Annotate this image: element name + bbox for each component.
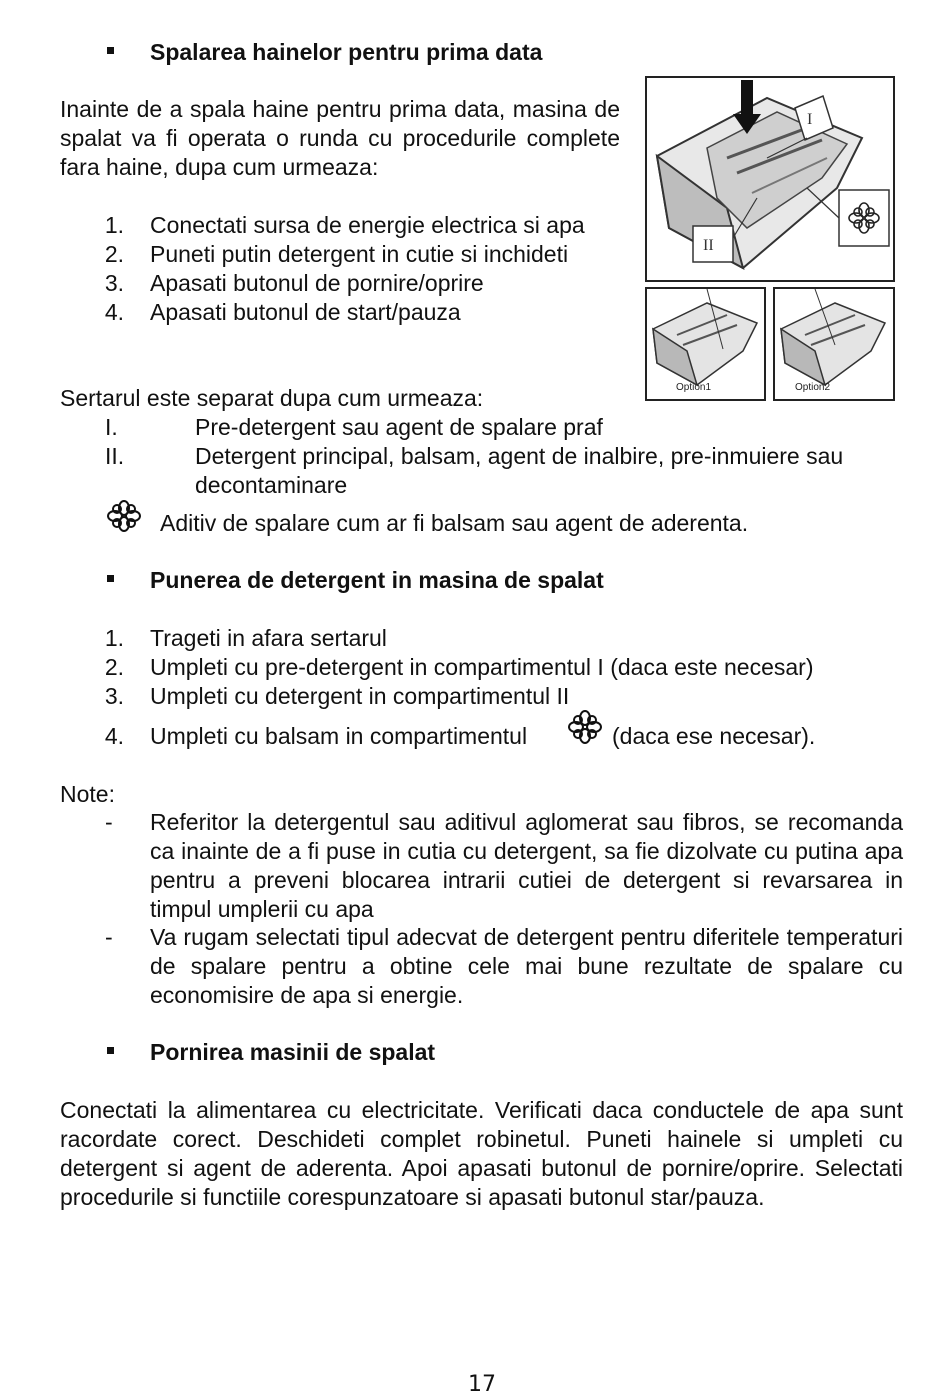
compartment-text: Pre-detergent sau agent de spalare praf	[195, 414, 603, 440]
section-heading-start: Pornirea masinii de spalat	[150, 1039, 436, 1065]
intro-paragraph: Inainte de a spala haine pentru prima data, masina de spalat va fi operata o runda cu procedurile complete fara haine, dupa cum urmeaza:	[60, 96, 620, 180]
label-compartment-one: I	[807, 111, 813, 128]
step-text: Apasati butonul de start/pauza	[150, 299, 461, 325]
step-number: 4.	[104, 723, 124, 749]
step-text: Apasati butonul de pornire/oprire	[150, 270, 484, 296]
option2-caption: Option2	[795, 382, 831, 393]
note-dash: -	[105, 809, 113, 835]
step-text: Conectati sursa de energie electrica si apa	[150, 212, 585, 238]
step-number: 3.	[104, 270, 124, 296]
additive-text: Aditiv de spalare cum ar fi balsam sau agent de aderenta.	[160, 510, 749, 536]
step-number: 4.	[104, 299, 124, 325]
section-heading-detergent: Punerea de detergent in masina de spalat	[150, 567, 604, 593]
flower-softener-icon	[567, 710, 603, 744]
bullet-icon	[107, 1047, 114, 1054]
bullet-icon	[107, 47, 114, 54]
step-number: 2.	[104, 654, 124, 680]
label-compartment-two: II	[703, 237, 714, 254]
step-text-after: (daca ese necesar).	[612, 723, 816, 749]
step-text: Puneti putin detergent in cutie si inchideti	[150, 241, 569, 267]
step-number: 1.	[104, 212, 124, 238]
step-text: Umpleti cu detergent in compartimentul II	[150, 683, 570, 709]
step-text: Umpleti cu pre-detergent in compartimentul I (daca este necesar)	[150, 654, 814, 680]
note-text: Va rugam selectati tipul adecvat de detergent pentru diferitele temperaturi de spalare pentru a obtine cele mai bune rezultate de spalare cu economisire de apa si energie.	[150, 924, 903, 1008]
step-number: 1.	[104, 625, 124, 651]
note-dash: -	[105, 924, 113, 950]
option2-drawing	[775, 289, 893, 399]
option1-caption: Option1	[676, 382, 712, 393]
note-text: Referitor la detergentul sau aditivul aglomerat sau fibros, se recomanda ca inainte de a fi puse in cutia cu detergent, sa fie dizolvate cu putina apa pentru a preveni blocarea intrarii cutiei de detergent si revarsarea in timpul umplerii cu apa	[150, 809, 903, 922]
notes-label: Note:	[60, 781, 115, 807]
step-number: 2.	[104, 241, 124, 267]
compartment-number: II.	[105, 443, 125, 469]
start-paragraph: Conectati la alimentarea cu electricitate. Verificati daca conductele de apa sunt racordate corect. Deschideti complet robinetul. Puneti hainele si umpleti cu detergent si agent de aderenta. Apoi apasati butonul de pornire/oprire. Selectati procedurile si functiile corespunzatoare si apasati butonul star/pauza.	[60, 1097, 903, 1210]
section-heading-first-wash: Spalarea hainelor pentru prima data	[150, 39, 543, 65]
page-number: 17	[468, 1372, 496, 1397]
compartment-text: Detergent principal, balsam, agent de inalbire, pre-inmuiere sau decontaminare	[195, 443, 844, 498]
step-number: 3.	[104, 683, 124, 709]
drawer-main-illustration	[645, 76, 895, 282]
step-text: Trageti in afara sertarul	[150, 625, 387, 651]
drawer-drawing	[647, 78, 893, 280]
drawer-intro: Sertarul este separat dupa cum urmeaza:	[60, 385, 484, 411]
flower-softener-icon	[107, 500, 141, 532]
drawer-option2-illustration	[773, 287, 895, 401]
step-text: Umpleti cu balsam in compartimentul	[150, 723, 528, 749]
compartment-number: I.	[105, 414, 118, 440]
bullet-icon	[107, 575, 114, 582]
